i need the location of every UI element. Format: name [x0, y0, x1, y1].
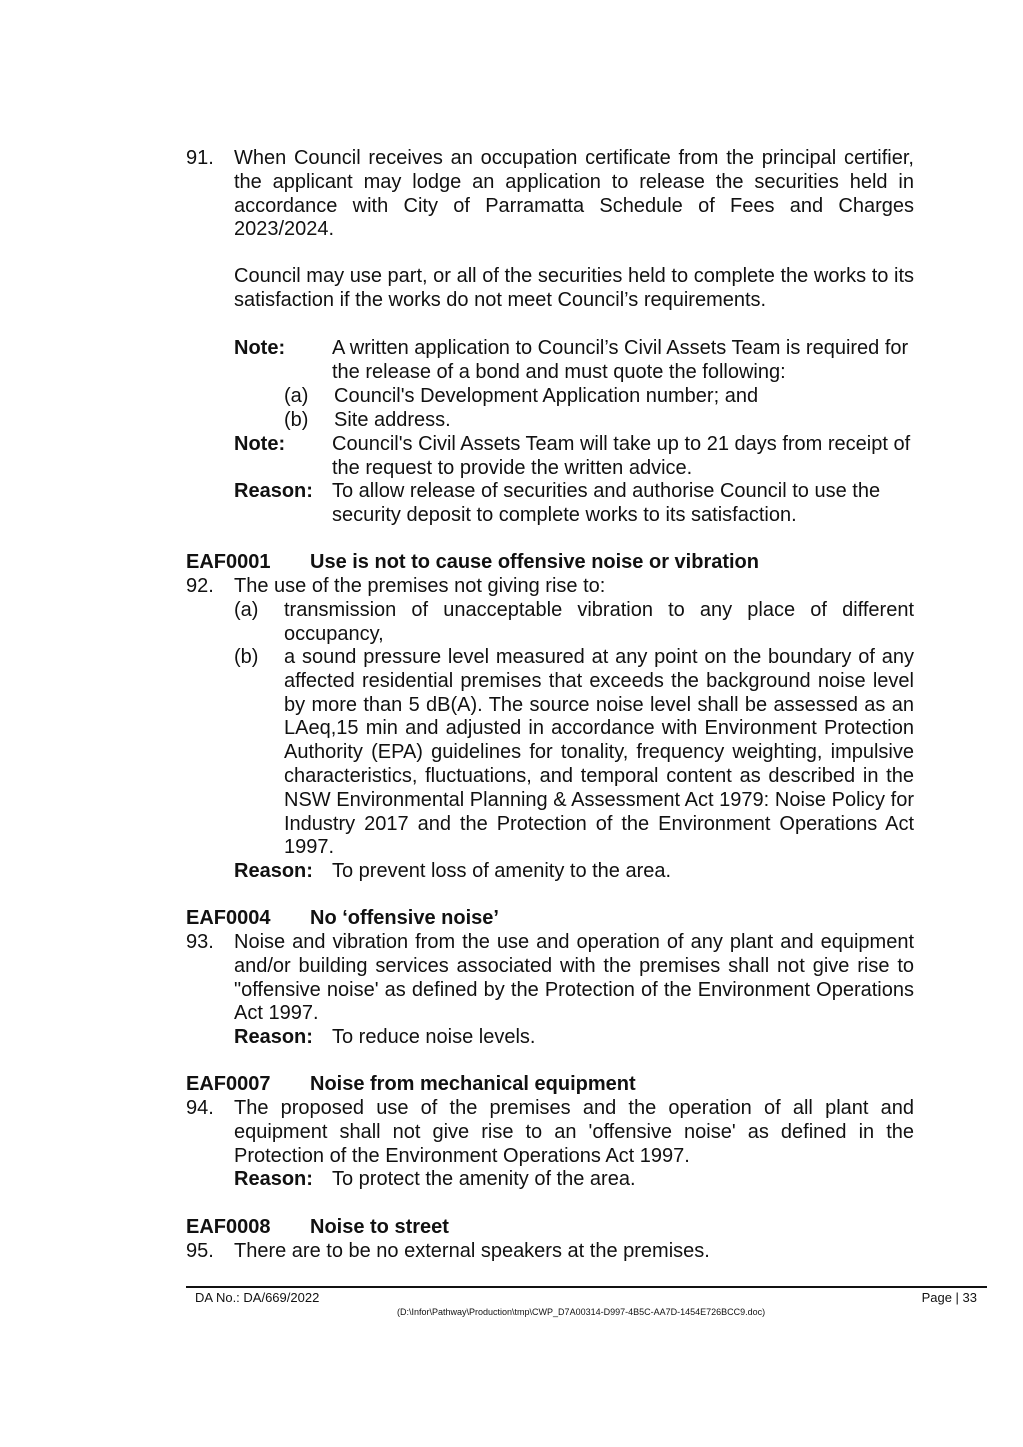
- list-letter: (a): [234, 599, 259, 621]
- section-title: Noise to street: [310, 1216, 449, 1238]
- section-heading: [186, 1073, 636, 1097]
- reason-label: Reason:: [234, 1026, 313, 1048]
- list-letter: (a): [284, 385, 309, 407]
- list-letter: (b): [234, 646, 259, 668]
- note-text: A written application to Council’s Civil Assets Team is required for the release of a bond and must quote the following:: [332, 337, 909, 383]
- footer-da-number: DA No.: DA/669/2022: [195, 1290, 320, 1305]
- section-title: No ‘offensive noise’: [310, 907, 499, 929]
- condition-paragraph: The use of the premises not giving rise to:: [234, 575, 606, 597]
- reason-label: Reason:: [234, 1168, 313, 1190]
- reason-label: Reason:: [234, 480, 313, 502]
- condition-number: 95.: [186, 1240, 214, 1262]
- condition-paragraph: Noise and vibration from the use and operation of any plant and equipment and/or building services associated with the premises shall not give rise to "offensive noise' as defined by the Protection of the Environment Operations Act 1997.: [234, 931, 914, 1025]
- section-code: EAF0004: [186, 907, 271, 929]
- list-text: Council's Development Application number; and: [334, 385, 759, 407]
- note-label: Note:: [234, 337, 286, 359]
- note-text: Council's Civil Assets Team will take up to 21 days from receipt of the request to provide the written advice.: [332, 433, 911, 479]
- section-heading: [186, 1216, 449, 1240]
- section-code: EAF0007: [186, 1073, 271, 1095]
- section-heading: [186, 907, 499, 931]
- list-text: Site address.: [334, 409, 451, 431]
- note-label: Note:: [234, 433, 286, 455]
- section-code: EAF0008: [186, 1216, 271, 1238]
- footer-divider: [186, 1286, 987, 1288]
- condition-number: 91.: [186, 147, 214, 169]
- reason-text: To protect the amenity of the area.: [332, 1168, 636, 1190]
- condition-number: 94.: [186, 1097, 214, 1119]
- condition-number: 93.: [186, 931, 214, 953]
- reason-label: Reason:: [234, 860, 313, 882]
- section-title: Use is not to cause offensive noise or vibration: [310, 551, 759, 573]
- section-code: EAF0001: [186, 551, 271, 573]
- footer-file-path: (D:\Infor\Pathway\Production\tmp\CWP_D7A00314-D997-4B5C-AA7D-1454E726BCC9.doc): [397, 1307, 766, 1317]
- list-letter: (b): [284, 409, 309, 431]
- condition-number: 92.: [186, 575, 214, 597]
- list-text: transmission of unacceptable vibration to any place of different occupancy,: [284, 599, 914, 645]
- section-title: Noise from mechanical equipment: [310, 1073, 636, 1095]
- reason-text: To allow release of securities and authorise Council to use the security deposit to complete works to its satisfaction.: [332, 480, 881, 526]
- section-heading: [186, 551, 759, 575]
- condition-paragraph: The proposed use of the premises and the operation of all plant and equipment shall not give rise to an 'offensive noise' as defined in the Protection of the Environment Operations Act 1997.: [234, 1097, 914, 1167]
- reason-text: To prevent loss of amenity to the area.: [332, 860, 672, 882]
- reason-text: To reduce noise levels.: [332, 1026, 536, 1048]
- condition-paragraph: Council may use part, or all of the securities held to complete the works to its satisfaction if the works do not meet Council’s requirements.: [234, 265, 914, 311]
- list-text: a sound pressure level measured at any point on the boundary of any affected residential premises that exceeds the background noise level by more than 5 dB(A). The source noise level shall be assessed as an LAeq,15 min and adjusted in accordance with Environment Protection Authority (EPA) guidelines for tonality, frequency weighting, impulsive characteristics, fluctuations, and temporal content as described in the NSW Environmental Planning & Assessment Act 1979: Noise Policy for Industry 2017 and the Protection of the Environment Operations Act 1997.: [284, 646, 914, 859]
- condition-paragraph: When Council receives an occupation certificate from the principal certifier, the applicant may lodge an application to release the securities held in accordance with City of Parramatta Schedule of Fees and Charges 2023/2024.: [234, 147, 914, 241]
- footer-page-number: Page | 33: [921, 1290, 977, 1305]
- condition-paragraph: There are to be no external speakers at the premises.: [234, 1240, 710, 1262]
